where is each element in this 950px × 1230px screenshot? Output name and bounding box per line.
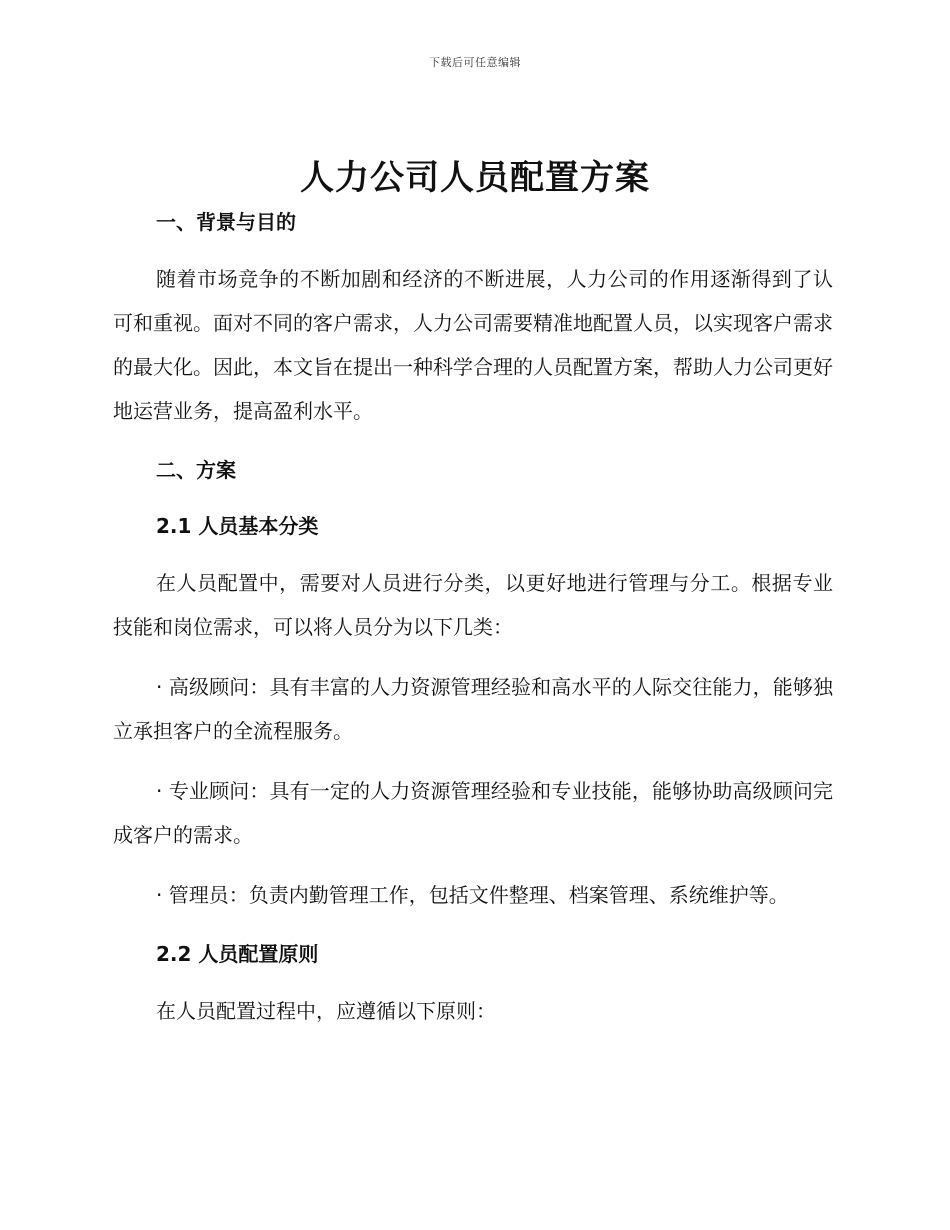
document-title: 人力公司人员配置方案 — [300, 158, 650, 198]
list-item-professional-consultant: · 专业顾问：具有一定的人力资源管理经验和专业技能，能够协助高级顾问完成客户的需求。 — [113, 779, 833, 847]
principles-intro: 在人员配置过程中，应遵循以下原则： — [156, 999, 496, 1023]
header-note: 下载后可任意编辑 — [429, 56, 521, 69]
background-paragraph: 随着市场竞争的不断加剧和经济的不断进展，人力公司的作用逐渐得到了认可和重视。面对不同的客户需求，人力公司需要精准地配置人员，以实现客户需求的最大化。因此，本文旨在提出一种科学合理的人员配置方案，帮助人力公司更好地运营业务，提高盈利水平。 — [113, 267, 833, 423]
list-item-administrator: · 管理员：负责内勤管理工作，包括文件整理、档案管理、系统维护等。 — [156, 883, 789, 907]
section-heading-background: 一、背景与目的 — [156, 210, 296, 234]
subsection-heading-classification: 2.1 人员基本分类 — [156, 514, 319, 538]
list-item-senior-consultant: · 高级顾问：具有丰富的人力资源管理经验和高水平的人际交往能力，能够独立承担客户的全流程服务。 — [113, 675, 833, 743]
subsection-heading-principles: 2.2 人员配置原则 — [156, 942, 319, 966]
section-heading-plan: 二、方案 — [156, 458, 236, 482]
classification-intro: 在人员配置中，需要对人员进行分类，以更好地进行管理与分工。根据专业技能和岗位需求，可以将人员分为以下几类： — [113, 571, 833, 639]
document-body — [113, 203, 833, 1033]
